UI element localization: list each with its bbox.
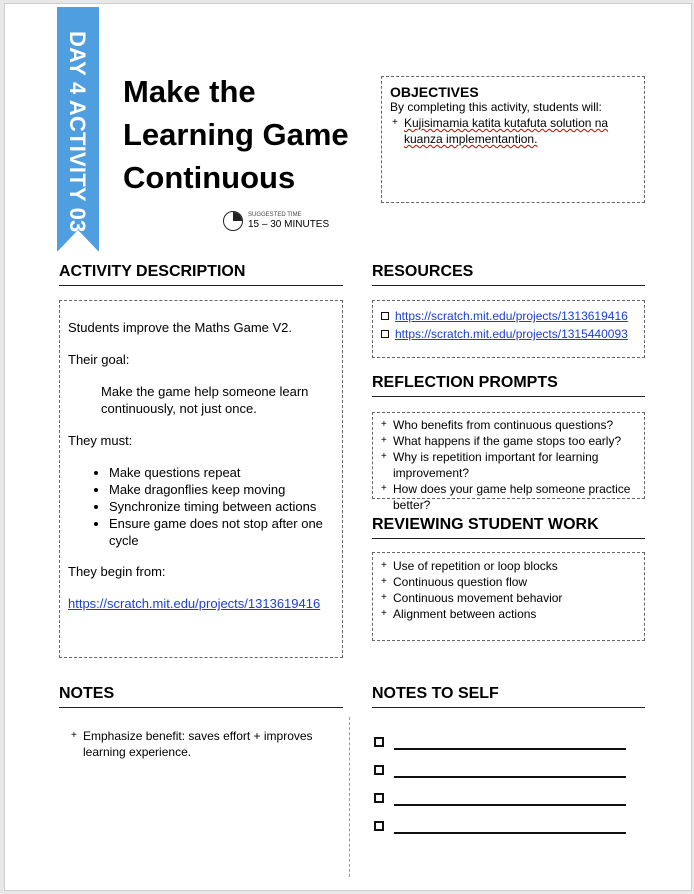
objectives-heading: OBJECTIVES [390,84,479,100]
activity-description-heading: ACTIVITY DESCRIPTION [59,263,343,286]
suggested-time [223,211,329,231]
resource-item [381,325,636,343]
list-item: • Make questions repeat [109,464,334,481]
note-line [374,784,626,812]
list-item: + Emphasize benefit: saves effort + improves learning experience. [69,728,341,760]
checkbox[interactable] [374,765,384,775]
list-item: + Continuous movement behavior [379,590,638,606]
starter-project-link[interactable]: https://scratch.mit.edu/projects/1313619416 [68,596,321,611]
list-item: + Who benefits from continuous questions? [379,417,638,433]
worksheet-page: DAY 4 ACTIVITY 03 Make the Learning Game Continuous SUGGESTED TIME 15 – 30 MINUTES OBJECTIVES By completing this activity, students will: + Kujisimamia katita kutafuta solution na kuanza implementantion. ACTIVITY DESCRIPTION RESOURCES Students improve the Maths Game V2. Their goal: Make the game help someone learn continuously, not just once. They must: • Make questions repeat • Make dragonflies keep moving • Synchronize timing between actions • Ensure game does not stop after one cycle They begin from: https://scratch.mit.edu/projects/1313619416 https://scratch.mit.edu/projects/1313619416 https://scratch.mit.edu/projects/1315440093 REFLECTION PROMPTS + Who benefits from continuous questions? + What happens if the game stops too early? + Why is repetition important for learning improvement? + How does your game help someone practice better? REVIEWING STUDENT WORK + Use of repetition or loop blocks + Continuous question flow + Continuous movement behavior + Alignment between actions NOTES NOTES TO SELF + Emphasize benefit: saves effort + improves learning experience. [4,3,692,891]
note-line [374,728,626,756]
list-item: • Ensure game does not stop after one cycle [109,515,334,549]
reflection-list [379,417,638,513]
blank-line[interactable] [394,734,626,750]
reviewing-box [372,552,645,641]
description-goal: Make the game help someone learn continuously, not just once. [101,384,309,416]
checkbox[interactable] [374,793,384,803]
reflection-prompts-box [372,412,645,512]
resource-link[interactable]: https://scratch.mit.edu/projects/1313619416 [395,309,628,323]
activity-description-box [59,300,343,658]
page-title [123,70,349,199]
suggested-time-label: SUGGESTED TIME [248,212,302,218]
list-item: • Make dragonflies keep moving [109,481,334,498]
notes-list [69,728,341,760]
notes-to-self-list [374,728,626,840]
reviewing-list [379,558,638,622]
title-line-2: Learning Game [123,117,349,152]
resource-link[interactable]: https://scratch.mit.edu/projects/1315440093 [395,327,628,341]
notes-to-self-heading: NOTES TO SELF [372,685,645,708]
objectives-intro: By completing this activity, students will: [390,100,602,114]
blank-line[interactable] [394,790,626,806]
checkbox[interactable] [374,821,384,831]
list-item: • Synchronize timing between actions [109,498,334,515]
resources-heading: RESOURCES [372,263,645,286]
clock-icon [223,211,243,231]
description-intro: Students improve the Maths Game V2. [68,320,292,335]
list-item: + Use of repetition or loop blocks [379,558,638,574]
list-item: + Why is repetition important for learning improvement? [379,449,638,481]
reflection-prompts-heading: REFLECTION PROMPTS [372,374,645,397]
ribbon-notch [57,230,99,252]
objective-item: + Kujisimamia katita kutafuta solution na kuanza implementantion. [390,115,636,147]
checkbox[interactable] [381,312,389,320]
description-must-list [68,464,334,549]
list-item: + How does your game help someone practice better? [379,481,638,513]
objectives-box [381,76,645,203]
resources-box [372,300,645,358]
objectives-list [390,115,636,147]
description-must-label: They must: [68,433,133,448]
title-line-1: Make the [123,74,256,109]
list-item: + What happens if the game stops too early? [379,433,638,449]
list-item: + Continuous question flow [379,574,638,590]
description-begin-label: They begin from: [68,564,166,579]
note-line [374,756,626,784]
checkbox[interactable] [374,737,384,747]
note-line [374,812,626,840]
description-goal-label: Their goal: [68,352,130,367]
checkbox[interactable] [381,330,389,338]
notes-divider [349,717,350,877]
list-item: + Alignment between actions [379,606,638,622]
blank-line[interactable] [394,762,626,778]
title-line-3: Continuous [123,160,296,195]
resource-item [381,307,636,325]
blank-line[interactable] [394,818,626,834]
notes-box [69,728,341,760]
notes-heading: NOTES [59,685,343,708]
reviewing-student-work-heading: REVIEWING STUDENT WORK [372,516,645,539]
suggested-time-value: 15 – 30 MINUTES [248,219,330,230]
